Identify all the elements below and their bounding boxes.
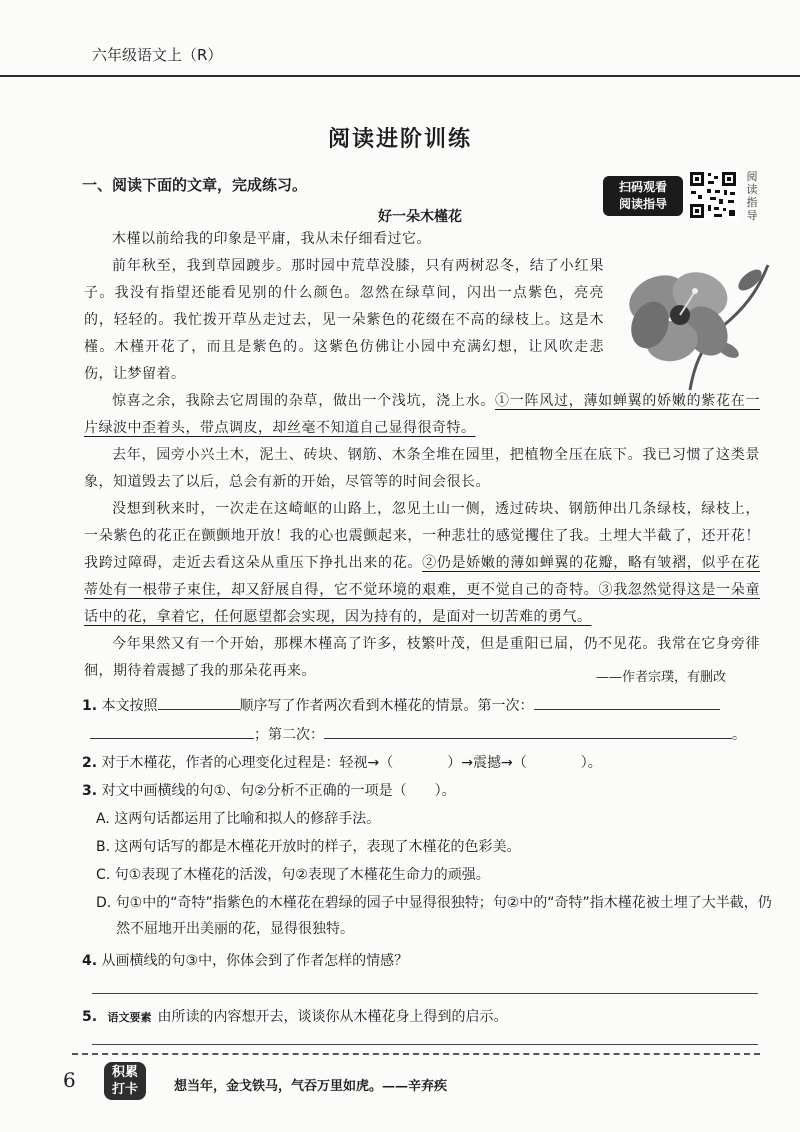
header-divider bbox=[0, 75, 800, 77]
question-5-text: 由所读的内容想开去，谈谈你从木槿花身上得到的启示。 bbox=[157, 1009, 508, 1025]
question-1-end: 。 bbox=[732, 727, 746, 743]
question-1-number: 1. bbox=[82, 698, 98, 714]
question-5-answer-line[interactable] bbox=[92, 1044, 758, 1045]
question-5-number: 5. bbox=[82, 1009, 98, 1025]
story-paragraph-3 bbox=[84, 388, 760, 442]
question-1-text-b: 顺序写了作者两次看到木槿花的情景。第一次： bbox=[239, 698, 534, 714]
language-element-tag: 语文要素 bbox=[107, 1011, 152, 1024]
question-1-text-a: 本文按照 bbox=[101, 698, 158, 714]
story-paragraph-5 bbox=[84, 496, 760, 631]
hibiscus-flower-illustration bbox=[610, 240, 770, 400]
page-title: 阅读进阶训练 bbox=[327, 127, 472, 152]
footer-divider bbox=[72, 1053, 760, 1055]
question-2-text-a: 对于木槿花，作者的心理变化过程是：轻视→（ bbox=[101, 755, 394, 771]
qr-side-label: 阅读指导 bbox=[746, 170, 758, 222]
question-2-text-b: ）→震撼→（ bbox=[447, 755, 527, 771]
paragraph-3-text: 惊喜之余，我除去它周围的杂草，做出一个浅坑，浇上水。 bbox=[112, 393, 496, 409]
footer-quote: 想当年，金戈铁马，气吞万里如虎。——辛弃疾 bbox=[174, 1079, 448, 1094]
accumulate-badge-line2: 打卡 bbox=[111, 1082, 138, 1097]
underlined-sentence-1: ①一阵风过，薄如蝉翼的娇嫩的紫花在一片绿波中歪着头，带点调皮，却丝毫不知道自己显得很奇特。 bbox=[84, 393, 760, 436]
story-paragraph-6: 今年果然又有一个开始，那棵木槿高了许多，枝繁叶茂，但是重阳已届，仍不见花。我常在它身旁徘徊，期待着震撼了我的那朵花再来。 bbox=[84, 636, 760, 679]
question-4-number: 4. bbox=[82, 953, 98, 969]
question-1-blank-order[interactable] bbox=[158, 693, 240, 710]
section-heading: 一、阅读下面的文章，完成练习。 bbox=[82, 176, 308, 194]
accumulate-badge-line1: 积累 bbox=[111, 1065, 138, 1080]
question-4-text: 从画横线的句③中，你体会到了作者怎样的情感？ bbox=[101, 953, 409, 969]
question-2 bbox=[82, 750, 602, 776]
option-c[interactable]: C. 句①表现了木槿花的活泼，句②表现了木槿花生命力的顽强。 bbox=[96, 867, 490, 883]
author-attribution: ——作者宗璞，有删改 bbox=[596, 670, 727, 685]
option-a[interactable]: A. 这两句话都运用了比喻和拟人的修辞手法。 bbox=[96, 811, 381, 827]
option-b[interactable]: B. 这两句话写的都是木槿花开放时的样子，表现了木槿花的色彩美。 bbox=[96, 839, 521, 855]
underlined-sentence-3: ③我忽然觉得这是一朵童话中的花，拿着它，任何愿望都会实现，因为持有的，是面对一切苦难的勇气。 bbox=[84, 582, 760, 625]
paragraph-5-text: 没想到秋来时，一次走在这崎岖的山路上，忽见土山一侧，透过砖块、钢筋伸出几条绿枝，绿枝上，一朵紫色的花正在颤颤地开放！我的心也震颤起来，一种悲壮的感觉攫住了我。土埋大半截了，还开花！我跨过障碍，走近去看这朵从重压下挣扎出来的花。 bbox=[84, 501, 760, 571]
question-2-text-c: ）。 bbox=[580, 755, 602, 771]
question-1-blank-first[interactable] bbox=[534, 693, 720, 710]
question-3-text: 对文中画横线的句①、句②分析不正确的一项是（ ）。 bbox=[101, 783, 456, 799]
question-1 bbox=[82, 693, 762, 719]
question-1-blank-first-cont[interactable] bbox=[90, 722, 254, 739]
question-5 bbox=[82, 1004, 508, 1031]
story-title: 好一朵木槿花 bbox=[378, 209, 462, 225]
question-3 bbox=[82, 778, 456, 804]
story-paragraph-4: 去年，园旁小兴土木，泥土、砖块、钢筋、木条全堆在园里，把植物全压在底下。我已习惯了这类景象，知道毁去了以后，总会有新的开始，尽管等的时间会很长。 bbox=[84, 447, 760, 490]
page-number: 6 bbox=[63, 1068, 76, 1092]
story-paragraph-2: 前年秋至，我到草园踱步。那时园中荒草没膝，只有两树忍冬，结了小红果子。我没有指望还能看见别的什么颜色。忽然在绿草间，闪出一点紫色，亮亮的，轻轻的。我忙拨开草丛走过去，见一朵紫色的花缀在不高的绿枝上。这是木槿。木槿开花了，而且是紫色的。这紫色仿佛让小园中充满幻想，让风吹走悲伤，让梦留着。 bbox=[84, 258, 604, 382]
scan-guide-line1: 扫码观看 bbox=[618, 180, 667, 194]
accumulate-badge bbox=[104, 1062, 146, 1100]
question-4-answer-line[interactable] bbox=[92, 993, 758, 994]
question-4 bbox=[82, 948, 408, 974]
book-label: 六年级语文上（R） bbox=[92, 46, 223, 64]
story-paragraph-1: 木槿以前给我的印象是平庸，我从未仔细看过它。 bbox=[112, 231, 431, 247]
underlined-sentence-2: ②仍是娇嫩的薄如蝉翼的花瓣，略有皱褶，似乎在花蒂处有一根带子束住，却又舒展自得，它不觉环境的艰难，更不觉自己的奇特。 bbox=[84, 555, 761, 598]
question-1-text-c: ；第二次： bbox=[254, 727, 324, 743]
option-d[interactable]: D. 句①中的“奇特”指紫色的木槿花在碧绿的园子中显得很独特；句②中的“奇特”指木槿花被土埋了大半截，仍然不屈地开出美丽的花，显得很独特。 bbox=[96, 895, 772, 937]
question-3-number: 3. bbox=[82, 783, 98, 799]
scan-guide-line2: 阅读指导 bbox=[618, 197, 667, 211]
question-2-number: 2. bbox=[82, 755, 98, 771]
question-1-continued bbox=[82, 722, 762, 748]
question-1-blank-second[interactable] bbox=[324, 722, 732, 739]
